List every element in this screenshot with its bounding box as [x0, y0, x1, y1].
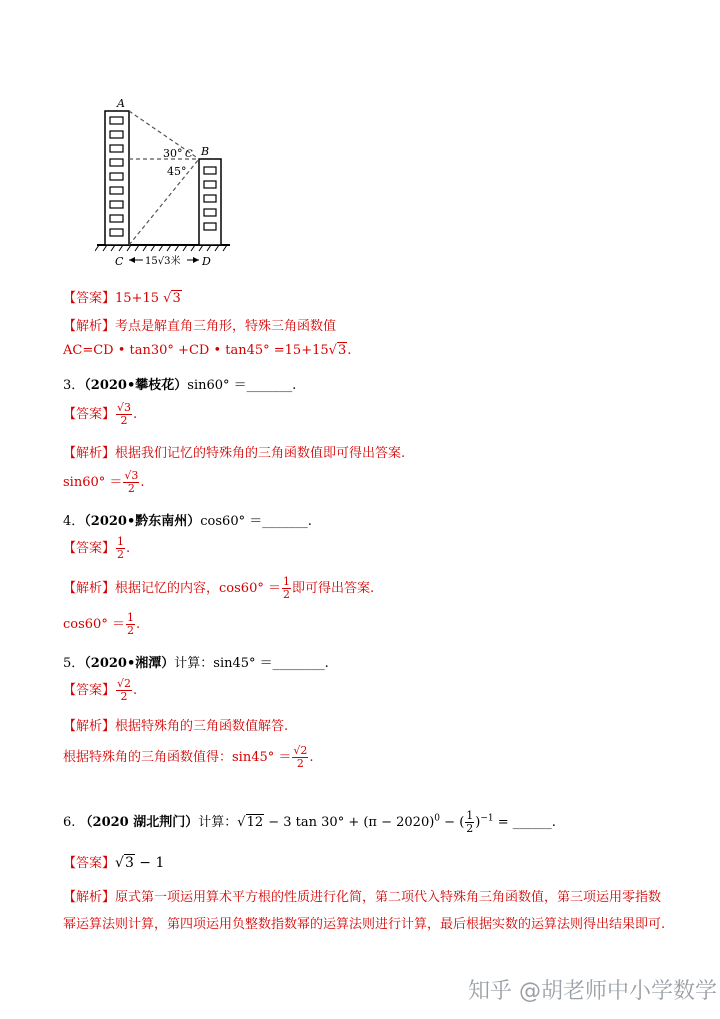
q5-analysis: 【解析】根据特殊角的三角函数值解答.	[63, 719, 289, 734]
sqrt: √12	[237, 815, 264, 830]
fraction: $\frac{1}{2}$	[282, 575, 290, 601]
q3-question: 3．（2020•攀枝花）sin60° ＝_______.	[63, 378, 297, 393]
fraction: $\frac{1}{2}$	[117, 535, 125, 561]
q6-analysis-line2: 幂运算法则计算，第四项运用负整数指数幂的运算法则进行计算，最后根据实数的运算法则得出结果即可.	[63, 917, 666, 932]
answer-tag: 【答案】	[63, 291, 116, 306]
q2-analysis: 【解析】考点是解直角三角形，特殊三角函数值	[63, 319, 337, 334]
q4-calc: cos60° ＝ $\frac{1}{2}$ .	[63, 611, 141, 637]
label-c: C	[115, 255, 124, 268]
angle-45: 45°	[167, 165, 187, 178]
q3-analysis: 【解析】根据我们记忆的特殊角的三角函数值即可得出答案.	[63, 446, 406, 461]
sqrt: √3	[163, 291, 181, 306]
label-b: B	[201, 145, 210, 158]
q5-question: 5．（2020•湘潭）计算：sin45° ＝________.	[63, 656, 329, 671]
fraction: $\frac{√3}{2}$	[124, 469, 139, 495]
sqrt: √3	[115, 855, 134, 871]
analysis-tag: 【解析】	[63, 319, 116, 334]
sqrt: √3	[328, 343, 347, 358]
zhihu-watermark: 知乎 @胡老师中小学数学	[468, 979, 717, 1004]
angle-30: 30°	[163, 147, 183, 160]
question-source: （2020•攀枝花）	[84, 378, 188, 393]
fraction: $\frac{1}{2}$	[126, 611, 134, 637]
fraction: $\frac{√2}{2}$	[117, 677, 132, 703]
q2-calc: AC=CD • tan30° +CD • tan45° =15+15√3.	[63, 343, 352, 358]
q4-analysis: 【解析】根据记忆的内容，cos60° ＝ $\frac{1}{2}$ 即可得出答案.	[63, 575, 375, 601]
fraction: $\frac{√3}{2}$	[117, 401, 132, 427]
q5-calc: 根据特殊角的三角函数值得：sin45° ＝ $\frac{√2}{2}$ .	[63, 744, 314, 770]
q2-answer: 【答案】15+15 √3	[63, 291, 181, 306]
label-a: A	[117, 97, 125, 110]
fraction: $\frac{√2}{2}$	[293, 744, 308, 770]
fraction: $\frac{1}{2}$	[466, 809, 474, 835]
question-number: 3．	[63, 378, 85, 393]
q3-answer: 【答案】 $\frac{√3}{2}$ .	[63, 401, 138, 427]
q6-analysis-line1: 【解析】原式第一项运用算术平方根的性质进行化简，第二项代入特殊角三角函数值，第三项运用零指数	[63, 890, 662, 905]
q4-answer: 【答案】 $\frac{1}{2}$ .	[63, 535, 131, 561]
q5-answer: 【答案】 $\frac{√2}{2}$ .	[63, 677, 138, 703]
q6-question: 6. （2020 湖北荆门）计算：√12 − 3 $\tan 30^\circ + (\pi - 2020)^0$ − ( $\frac{1}{2}$ )$^{-1}$ = ______.	[63, 809, 556, 835]
label-d: D	[202, 255, 211, 268]
q3-calc: sin60° ＝ $\frac{√3}{2}$ .	[63, 469, 145, 495]
q4-question: 4．（2020•黔东南州）cos60° ＝_______.	[63, 514, 312, 529]
building-diagram	[95, 95, 235, 273]
label-c-top: C	[185, 149, 193, 160]
dimension-label: 15√3米	[145, 256, 181, 267]
q6-answer: 【答案】√3 − 1	[63, 855, 165, 871]
